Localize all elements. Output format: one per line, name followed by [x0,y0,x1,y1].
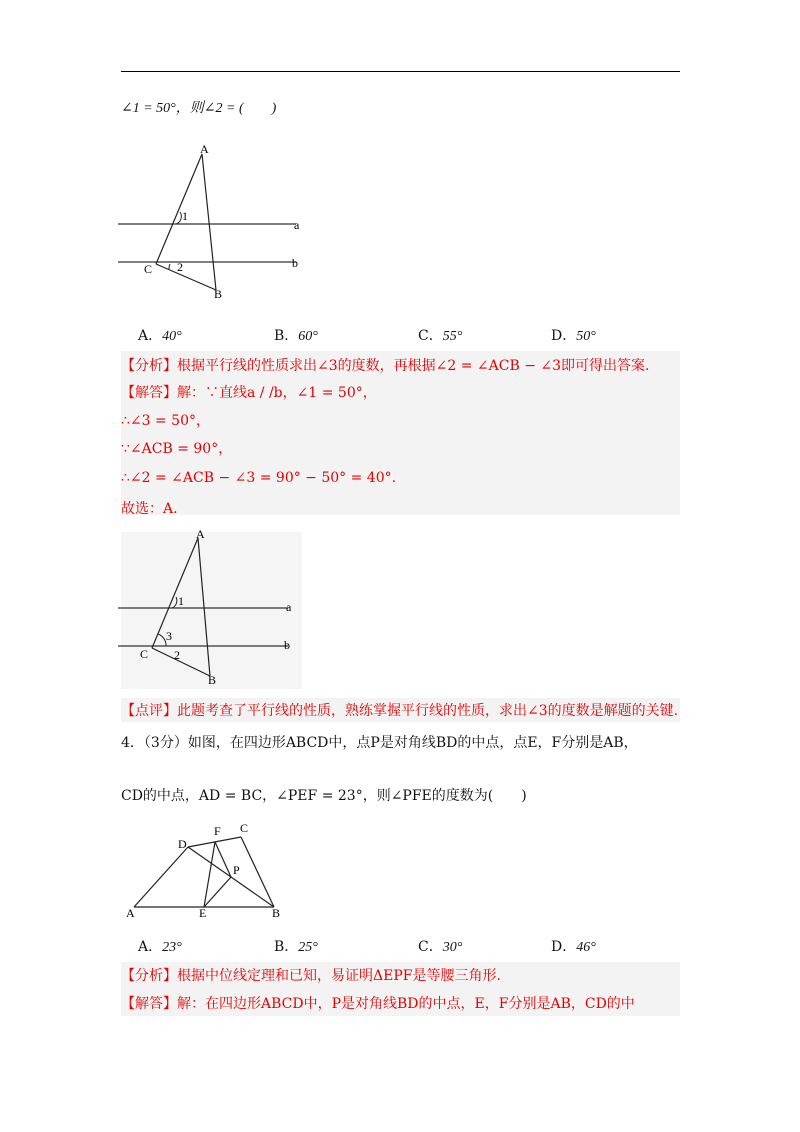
q3-stem: ∠1 = 50°，则∠2 = ( ) [121,101,277,116]
label-angle-1: 1 [182,209,188,223]
q4-option-c[interactable]: C．30° [418,939,463,955]
q4-label-F: F [214,824,221,838]
label-A: A [200,142,209,156]
q3-solution-figure [118,530,308,690]
q3-solution-line-2: ∴∠3 = 50°， [121,413,210,429]
q3-option-c[interactable]: C．55° [418,328,463,344]
label-line-a-2: a [286,600,292,614]
q4-solution-start: 【解答】解：在四边形ABCD中，P是对角线BD的中点，E，F分别是AB，CD的中 [121,996,635,1012]
q3-analysis: 【分析】根据平行线的性质求出∠3的度数，再根据∠2 = ∠ACB − ∠3即可得出答案. [121,358,650,374]
label-angle-2: 2 [177,260,183,274]
q3-solution-line-4: ∴∠2 = ∠ACB − ∠3 = 90° − 50° = 40°. [121,470,397,486]
q4-option-b[interactable]: B．25° [274,939,318,955]
q4-label-A: A [126,906,135,920]
label-angle-2-2: 2 [174,648,180,662]
label-line-b: b [292,256,298,270]
label-A-2: A [196,530,205,541]
header-rule [121,71,680,72]
label-C-2: C [140,647,149,661]
q3-solution-line-1: 【解答】解：∵直线a / /b，∠1 = 50°， [121,385,377,401]
q4-label-P: P [233,863,240,877]
q3-option-b[interactable]: B．60° [274,328,318,344]
q4-option-a[interactable]: A．23° [138,939,182,955]
q3-figure [118,140,308,305]
q3-solution-line-3: ∵∠ACB = 90°， [121,441,233,457]
q4-label-C: C [240,821,249,835]
q4-label-E: E [199,906,207,920]
label-B-2: B [208,673,217,687]
q3-option-d[interactable]: D．50° [551,328,596,344]
q3-solution-line-5: 故选：A. [121,501,178,517]
q4-label-D: D [178,837,187,851]
q4-option-d[interactable]: D．46° [551,939,596,955]
label-angle-1-2: 1 [178,594,184,608]
label-C: C [144,262,153,276]
q3-comment: 【点评】此题考查了平行线的性质，熟练掌握平行线的性质，求出∠3的度数是解题的关键. [121,703,679,719]
label-B: B [214,287,223,301]
q4-stem-line-1: 4．（3分）如图，在四边形ABCD中，点P是对角线BD的中点，点E，F分别是AB， [121,735,638,751]
label-line-a: a [294,218,300,232]
q4-figure [122,820,292,922]
label-line-b-2: b [284,638,290,652]
q4-label-B: B [272,906,281,920]
label-angle-3: 3 [166,629,172,643]
q3-option-a[interactable]: A．40° [138,328,182,344]
q4-stem-line-2: CD的中点，AD = BC，∠PEF = 23°，则∠PFE的度数为( ) [121,788,527,804]
q4-analysis: 【分析】根据中位线定理和已知，易证明ΔEPF是等腰三角形. [121,968,501,984]
